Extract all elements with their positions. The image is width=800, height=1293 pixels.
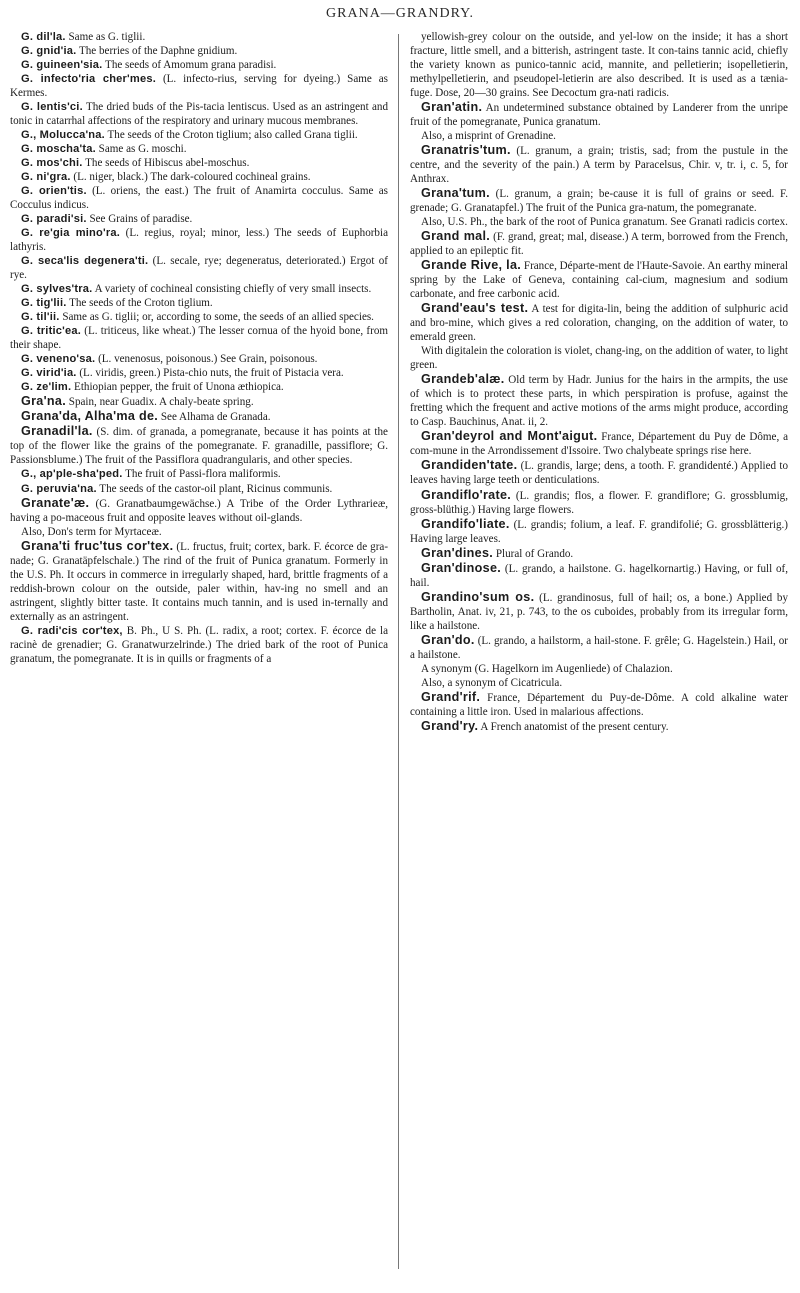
- entry-definition: (L. grandinosus, full of hail; os, a bone.) Applied by Bartholin, Anat. iv, 21, p. 743, to the os cuboides, probably from its irregular form, like a hailstone.: [410, 591, 788, 632]
- entry-headword: G. til'ii.: [21, 311, 60, 324]
- entry-headword: Grande Rive, la.: [421, 258, 522, 273]
- sub-entry: [10, 100, 388, 128]
- entry-headword: Grana'da, Alha'ma de.: [21, 409, 159, 424]
- entry-continuation: Also, Don's term for Myrtaceæ.: [21, 525, 162, 538]
- main-entry: [410, 229, 788, 258]
- entry-definition: (L. regius, royal; minor, less.) The seeds of Euphorbia lathyris.: [10, 227, 388, 254]
- sub-entry: [10, 282, 388, 296]
- entry-definition: (L. viridis, green.) Pista-chio nuts, the fruit of Pistacia vera.: [76, 367, 344, 380]
- entry-headword: Grandiflo'rate.: [421, 487, 512, 502]
- sub-entry: [10, 254, 388, 282]
- sub-entry: [10, 380, 388, 394]
- entry-continuation: A synonym (G. Hagelkorn im Augenliede) of Chalazion.: [421, 662, 673, 675]
- entry-continuation: Also, U.S. Ph., the bark of the root of Punica granatum. See Granati radicis cortex.: [421, 216, 788, 229]
- entry-headword: Gran'deyrol and Mont'aigut.: [421, 429, 598, 444]
- entry-definition: See Alhama de Granada.: [158, 411, 271, 424]
- sub-entry: [10, 142, 388, 156]
- sub-entry: [10, 366, 388, 380]
- entry-headword: Grandiden'tate.: [421, 458, 518, 473]
- entry-definition: France, Département du Puy-de-Dôme. A cold alkaline water containing a little iron. Used in malarious affections.: [410, 691, 788, 718]
- left-column: [10, 30, 388, 666]
- entry-headword: G. peruvia'na.: [21, 482, 97, 495]
- entry-definition: (L. granum, a grain; be-cause it is full of grains or seed. F. grenade; G. Granatapfel.) The fruit of the Punica gra-natum, the pomegranate.: [410, 188, 788, 215]
- entry-definition: Plural of Grando.: [493, 547, 574, 560]
- entry-definition: Same as G. moschi.: [95, 143, 187, 156]
- main-entry: [410, 258, 788, 301]
- entry-headword: Gra'na.: [21, 394, 66, 409]
- entry-headword: Granadil'la.: [21, 424, 93, 439]
- entry-headword: G., Molucca'na.: [21, 129, 105, 142]
- entry-definition: (S. dim. of granada, a pomegranate, because it has points at the top of the flower like the grains of the pomegranate. F. granadille, passiflore; G. Passionsblume.) The fruit of the Passiflora quadrangularis, and other species.: [10, 426, 388, 467]
- entry-headword: G. mos'chi.: [21, 157, 83, 170]
- entry-headword: Grandeb'alæ.: [421, 372, 505, 387]
- entry-headword: G. ni'gra.: [21, 171, 71, 184]
- entry-definition: (L. grandis; folium, a leaf. F. grandifolié; G. grossblätterig.) Having large leaves.: [410, 518, 788, 545]
- entry-definition: (L. fructus, fruit; cortex, bark. F. écorce de gra-nade; G. Granatäpfelschale.) The rind of the fruit of Punica granatum. Formerly in the U.S. Ph. It occurs in commerce in irregularly shaped, hard, brittle fragments of a reddish-brown colour on the outside, paler within, hav-ing no smell and an astringent, slightly bitter taste. It contains much tannin, and is used in-ternally and externally as an astringent.: [10, 540, 389, 623]
- entry-definition: A French anatomist of the present century.: [478, 720, 669, 733]
- main-entry: [410, 143, 788, 186]
- entry-headword: Gran'dinose.: [421, 560, 502, 575]
- entry-definition: Old term by Hadr. Junius for the hairs in the armpits, the use of which is to protect these parts, in which perspiration is profuse, against the fretting which the frequent and active motions of the arms might produce, according to Casp. Bauchinus, Anat. ii, 2.: [410, 374, 788, 429]
- main-entry: [10, 496, 388, 525]
- main-entry: [410, 590, 788, 633]
- entry-definition: (L. oriens, the east.) The fruit of Anamirta cocculus. Same as Cocculus indicus.: [10, 185, 388, 212]
- entry-headword: Grana'ti fruc'tus cor'tex.: [21, 538, 174, 553]
- entry-headword: Gran'dines.: [421, 545, 494, 560]
- entry-continuation: Also, a misprint of Grenadine.: [421, 130, 556, 143]
- entry-definition: The seeds of Amomum grana paradisi.: [102, 59, 277, 72]
- entry-headword: G. lentis'ci.: [21, 101, 83, 114]
- entry-headword: G. infecto'ria cher'mes.: [21, 73, 156, 86]
- main-entry: [410, 372, 788, 429]
- main-entry: [410, 458, 788, 487]
- main-entry: [10, 539, 388, 624]
- entry-definition: See Grains of paradise.: [86, 213, 193, 226]
- entry-definition: (G. Granatbaumgewächse.) A Tribe of the Order Lythrarieæ, having a po-maceous fruit and opposite leaves without oil-glands.: [10, 497, 388, 524]
- entry-headword: G. dil'la.: [21, 31, 66, 43]
- entry-definition: Ethiopian pepper, the fruit of Unona æthiopica.: [71, 381, 284, 394]
- entry-headword: G. orien'tis.: [21, 185, 87, 198]
- entry-definition: Same as G. tiglii.: [65, 31, 146, 43]
- sub-entry: [10, 44, 388, 58]
- entry-headword: G., ap'ple-sha'ped.: [21, 468, 123, 481]
- entry-definition: The seeds of the Croton tiglium.: [66, 297, 213, 310]
- entry-definition: (L. triticeus, like wheat.) The lesser cornua of the hyoid bone, from their shape.: [10, 325, 388, 352]
- sub-entry: [10, 352, 388, 366]
- sub-entry: [10, 184, 388, 212]
- main-entry: [410, 561, 788, 590]
- main-entry: [410, 546, 788, 561]
- sub-entry: [10, 226, 388, 254]
- main-entry: [410, 517, 788, 546]
- entry-headword: Gran'atin.: [421, 100, 483, 115]
- entry-continuation: With digitalein the coloration is violet, chang-ing, on the addition of water, to light green.: [410, 345, 788, 372]
- sub-entry: [10, 624, 388, 666]
- main-entry: [410, 488, 788, 517]
- sub-entry: [10, 324, 388, 352]
- entry-definition: A variety of cochineal consisting chiefly of very small insects.: [92, 283, 372, 296]
- main-entry: [10, 424, 388, 467]
- entry-headword: G. radi'cis cor'tex,: [21, 624, 123, 637]
- entry-definition: The seeds of the castor-oil plant, Ricinus communis.: [96, 482, 333, 495]
- entry-headword: G. ze'lim.: [21, 381, 72, 394]
- entry-headword: G. virid'ia.: [21, 367, 77, 380]
- entry-definition: The seeds of the Croton tiglium; also called Grana tiglii.: [104, 129, 358, 142]
- entry-definition: (L. infecto-rius, serving for dyeing.) Same as Kermes.: [10, 73, 388, 100]
- main-entry: [410, 100, 788, 129]
- entry-headword: G. guineen'sia.: [21, 59, 103, 72]
- sub-entry: [10, 310, 388, 324]
- main-entry: [410, 186, 788, 215]
- entry-definition: (L. grandis; flos, a flower. F. grandiflore; G. grossblumig, gross-blüthig.) Having large flowers.: [410, 489, 788, 516]
- entry-headword: Grana'tum.: [421, 186, 490, 201]
- sub-entry: [10, 58, 388, 72]
- entry-definition: An undetermined substance obtained by Landerer from the unripe fruit of the pomegranate, Punica granatum.: [410, 102, 788, 129]
- main-entry: [410, 301, 788, 344]
- entry-headword: Grand'ry.: [421, 718, 479, 733]
- entry-definition: France, Départe-ment de l'Haute-Savoie. An earthy mineral spring by the Lake of Geneva, containing cal-cium, magnesium and sodium carbonate, and free carbonic acid.: [410, 260, 788, 301]
- entry-headword: Granate'æ.: [21, 495, 90, 510]
- entry-headword: G. tritic'ea.: [21, 325, 81, 338]
- entry-definition: (L. venenosus, poisonous.) See Grain, poisonous.: [95, 353, 318, 366]
- entry-headword: Grandino'sum os.: [421, 589, 535, 604]
- main-entry: [410, 690, 788, 719]
- sub-entry: [10, 156, 388, 170]
- entry-definition: (L. grando, a hailstone. G. hagelkornartig.) Having, or full of, hail.: [410, 562, 788, 589]
- sub-entry: [10, 30, 388, 44]
- sub-entry: [10, 212, 388, 226]
- sub-entry: [10, 72, 388, 100]
- entry-headword: Grand'eau's test.: [421, 301, 529, 316]
- entry-definition: Same as G. tiglii; or, according to some, the seeds of an allied species.: [59, 311, 374, 324]
- entry-definition: (L. grandis, large; dens, a tooth. F. grandidenté.) Applied to leaves having large teeth or denticulations.: [410, 460, 788, 487]
- right-column: [410, 30, 788, 734]
- main-entry: [10, 409, 388, 424]
- entry-definition: (L. secale, rye; degeneratus, deteriorated.) Ergot of rye.: [10, 255, 388, 282]
- entry-headword: Grandifo'liate.: [421, 516, 510, 531]
- entry-definition: The berries of the Daphne gnidium.: [76, 45, 238, 58]
- entry-definition: France, Département du Puy de Dôme, a com-mune in the Arrondissement d'Issoire. Two chalybeate springs rise here.: [410, 431, 788, 458]
- entry-headword: Grand mal.: [421, 229, 491, 244]
- entry-definition: (L. niger, black.) The dark-coloured cochineal grains.: [70, 171, 311, 184]
- page-header: GRANA—GRANDRY.: [326, 6, 474, 21]
- entry-definition: B. Ph., U S. Ph. (L. radix, a root; cortex. F. écorce de la racinè de grenadier; G. Granatwurzelrinde.) The dried bark of the root of Punica granatum, the pomegranate. It is in quills or fragments of a: [10, 624, 388, 665]
- entry-definition: The dried buds of the Pis-tacia lentiscus. Used as an astringent and tonic in catarrhal affections of the respiratory and urinary mucous membranes.: [10, 101, 388, 128]
- entry-definition: (F. grand, great; mal, disease.) A term, borrowed from the French, applied to an epileptic fit.: [410, 231, 788, 258]
- main-entry: [10, 394, 388, 409]
- entry-headword: G. re'gia mino'ra.: [21, 227, 121, 240]
- sub-entry: [10, 467, 388, 481]
- entry-headword: G. tig'lii.: [21, 297, 67, 310]
- entry-definition: Spain, near Guadix. A chaly-beate spring.: [66, 396, 254, 409]
- column-divider: [398, 34, 399, 1269]
- main-entry: [410, 429, 788, 458]
- entry-headword: G. veneno'sa.: [21, 353, 96, 366]
- sub-entry: [10, 170, 388, 184]
- entry-continuation: yellowish-grey colour on the outside, and yel-low on the inside; it has a short fracture, little smell, and a bitterish, astringent taste. It con-tains tannic acid, chiefly the variety known as punico-tannic acid, mannite, and pelletierin; isopelletierin, methylpelletierin, and pseudopel-letierin are also described. It is used as a tænia-fuge. Dose, 20—30 grains. See Decoctum gra-nati radicis.: [410, 31, 788, 100]
- entry-headword: G. gnid'ia.: [21, 45, 77, 58]
- sub-entry: [10, 482, 388, 496]
- entry-headword: G. sylves'tra.: [21, 283, 93, 296]
- entry-headword: Gran'do.: [421, 632, 475, 647]
- sub-entry: [10, 128, 388, 142]
- entry-definition: (L. granum, a grain; tristis, sad; from the pustule in the centre, and the severity of the pain.) A term by Paracelsus, Chir. v, tr. i, c. 5, for Anthrax.: [410, 145, 788, 186]
- entry-headword: Grand'rif.: [421, 689, 481, 704]
- sub-entry: [10, 296, 388, 310]
- entry-continuation: Also, a synonym of Cicatricula.: [421, 676, 563, 689]
- entry-headword: G. moscha'ta.: [21, 143, 96, 156]
- entry-definition: (L. grando, a hailstorm, a hail-stone. F. grêle; G. Hagelstein.) Hail, or a hailstone.: [410, 634, 788, 661]
- entry-headword: G. seca'lis degenera'ti.: [21, 255, 149, 268]
- entry-definition: The seeds of Hibiscus abel-moschus.: [82, 157, 250, 170]
- entry-definition: The fruit of Passi-flora maliformis.: [122, 468, 281, 481]
- main-entry: [410, 633, 788, 662]
- main-entry: [410, 719, 788, 734]
- entry-headword: G. paradi'si.: [21, 213, 87, 226]
- entry-headword: Granatris'tum.: [421, 143, 511, 158]
- entry-definition: A test for digita-lin, being the addition of sulphuric acid and bro-mine, which gives a red coloration, changing, on the addition of water, to emerald green.: [410, 303, 788, 344]
